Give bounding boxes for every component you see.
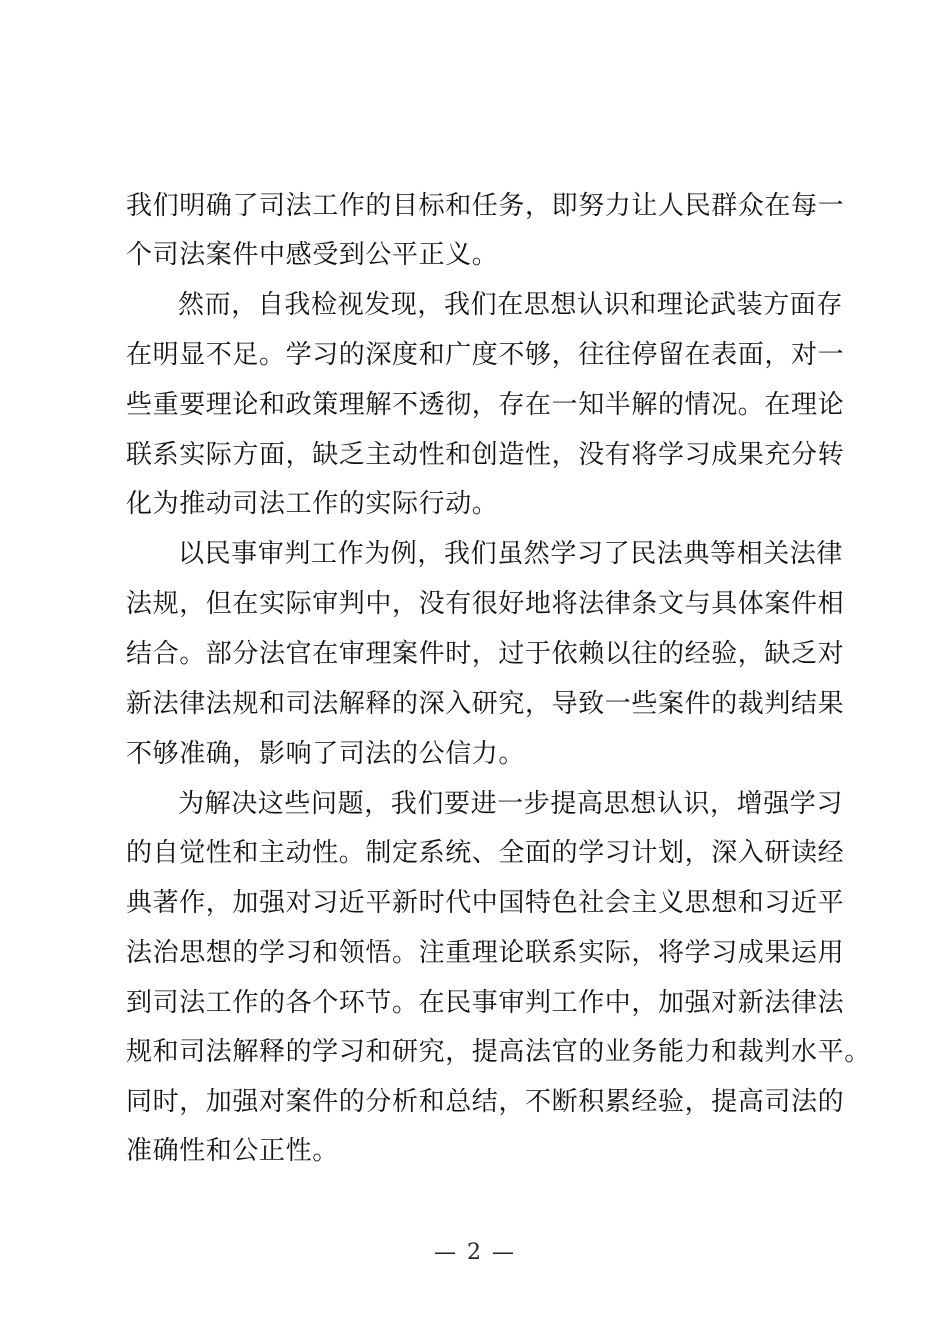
text-line: 些重要理论和政策理解不透彻，存在一知半解的情况。在理论 [126, 390, 845, 420]
text-line: 在明显不足。学习的深度和广度不够，往往停留在表面，对一 [126, 340, 845, 370]
text-line: 规和司法解释的学习和研究，提高法官的业务能力和裁判水平。 [126, 1037, 871, 1067]
paragraph-start-line: 为解决这些问题，我们要进一步提高思想认识，增强学习 [178, 789, 844, 819]
text-line: 同时，加强对案件的分析和总结，不断积累经验，提高司法的 [126, 1087, 845, 1117]
text-line: 法治思想的学习和领悟。注重理论联系实际，将学习成果运用 [126, 938, 845, 968]
page-number: — 2 — [434, 1240, 516, 1265]
text-line: 联系实际方面，缺乏主动性和创造性，没有将学习成果充分转 [126, 440, 845, 470]
text-line: 化为推动司法工作的实际行动。 [126, 489, 499, 519]
paragraph-start-line: 然而，自我检视发现，我们在思想认识和理论武装方面存 [178, 290, 844, 320]
paragraph-start-line: 以民事审判工作为例，我们虽然学习了民法典等相关法律 [178, 539, 844, 569]
text-line: 个司法案件中感受到公平正义。 [126, 240, 499, 270]
text-line: 新法律法规和司法解释的深入研究，导致一些案件的裁判结果 [126, 689, 845, 719]
text-line: 不够准确，影响了司法的公信力。 [126, 739, 526, 769]
text-line: 到司法工作的各个环节。在民事审判工作中，加强对新法律法 [126, 988, 845, 1018]
text-line: 法规，但在实际审判中，没有很好地将法律条文与具体案件相 [126, 589, 845, 619]
text-line: 我们明确了司法工作的目标和任务，即努力让人民群众在每一 [126, 191, 845, 221]
text-line: 的自觉性和主动性。制定系统、全面的学习计划，深入研读经 [126, 838, 845, 868]
text-line: 典著作，加强对习近平新时代中国特色社会主义思想和习近平 [126, 888, 845, 918]
text-line: 结合。部分法官在审理案件时，过于依赖以往的经验，缺乏对 [126, 639, 845, 669]
text-line: 准确性和公正性。 [126, 1136, 339, 1166]
